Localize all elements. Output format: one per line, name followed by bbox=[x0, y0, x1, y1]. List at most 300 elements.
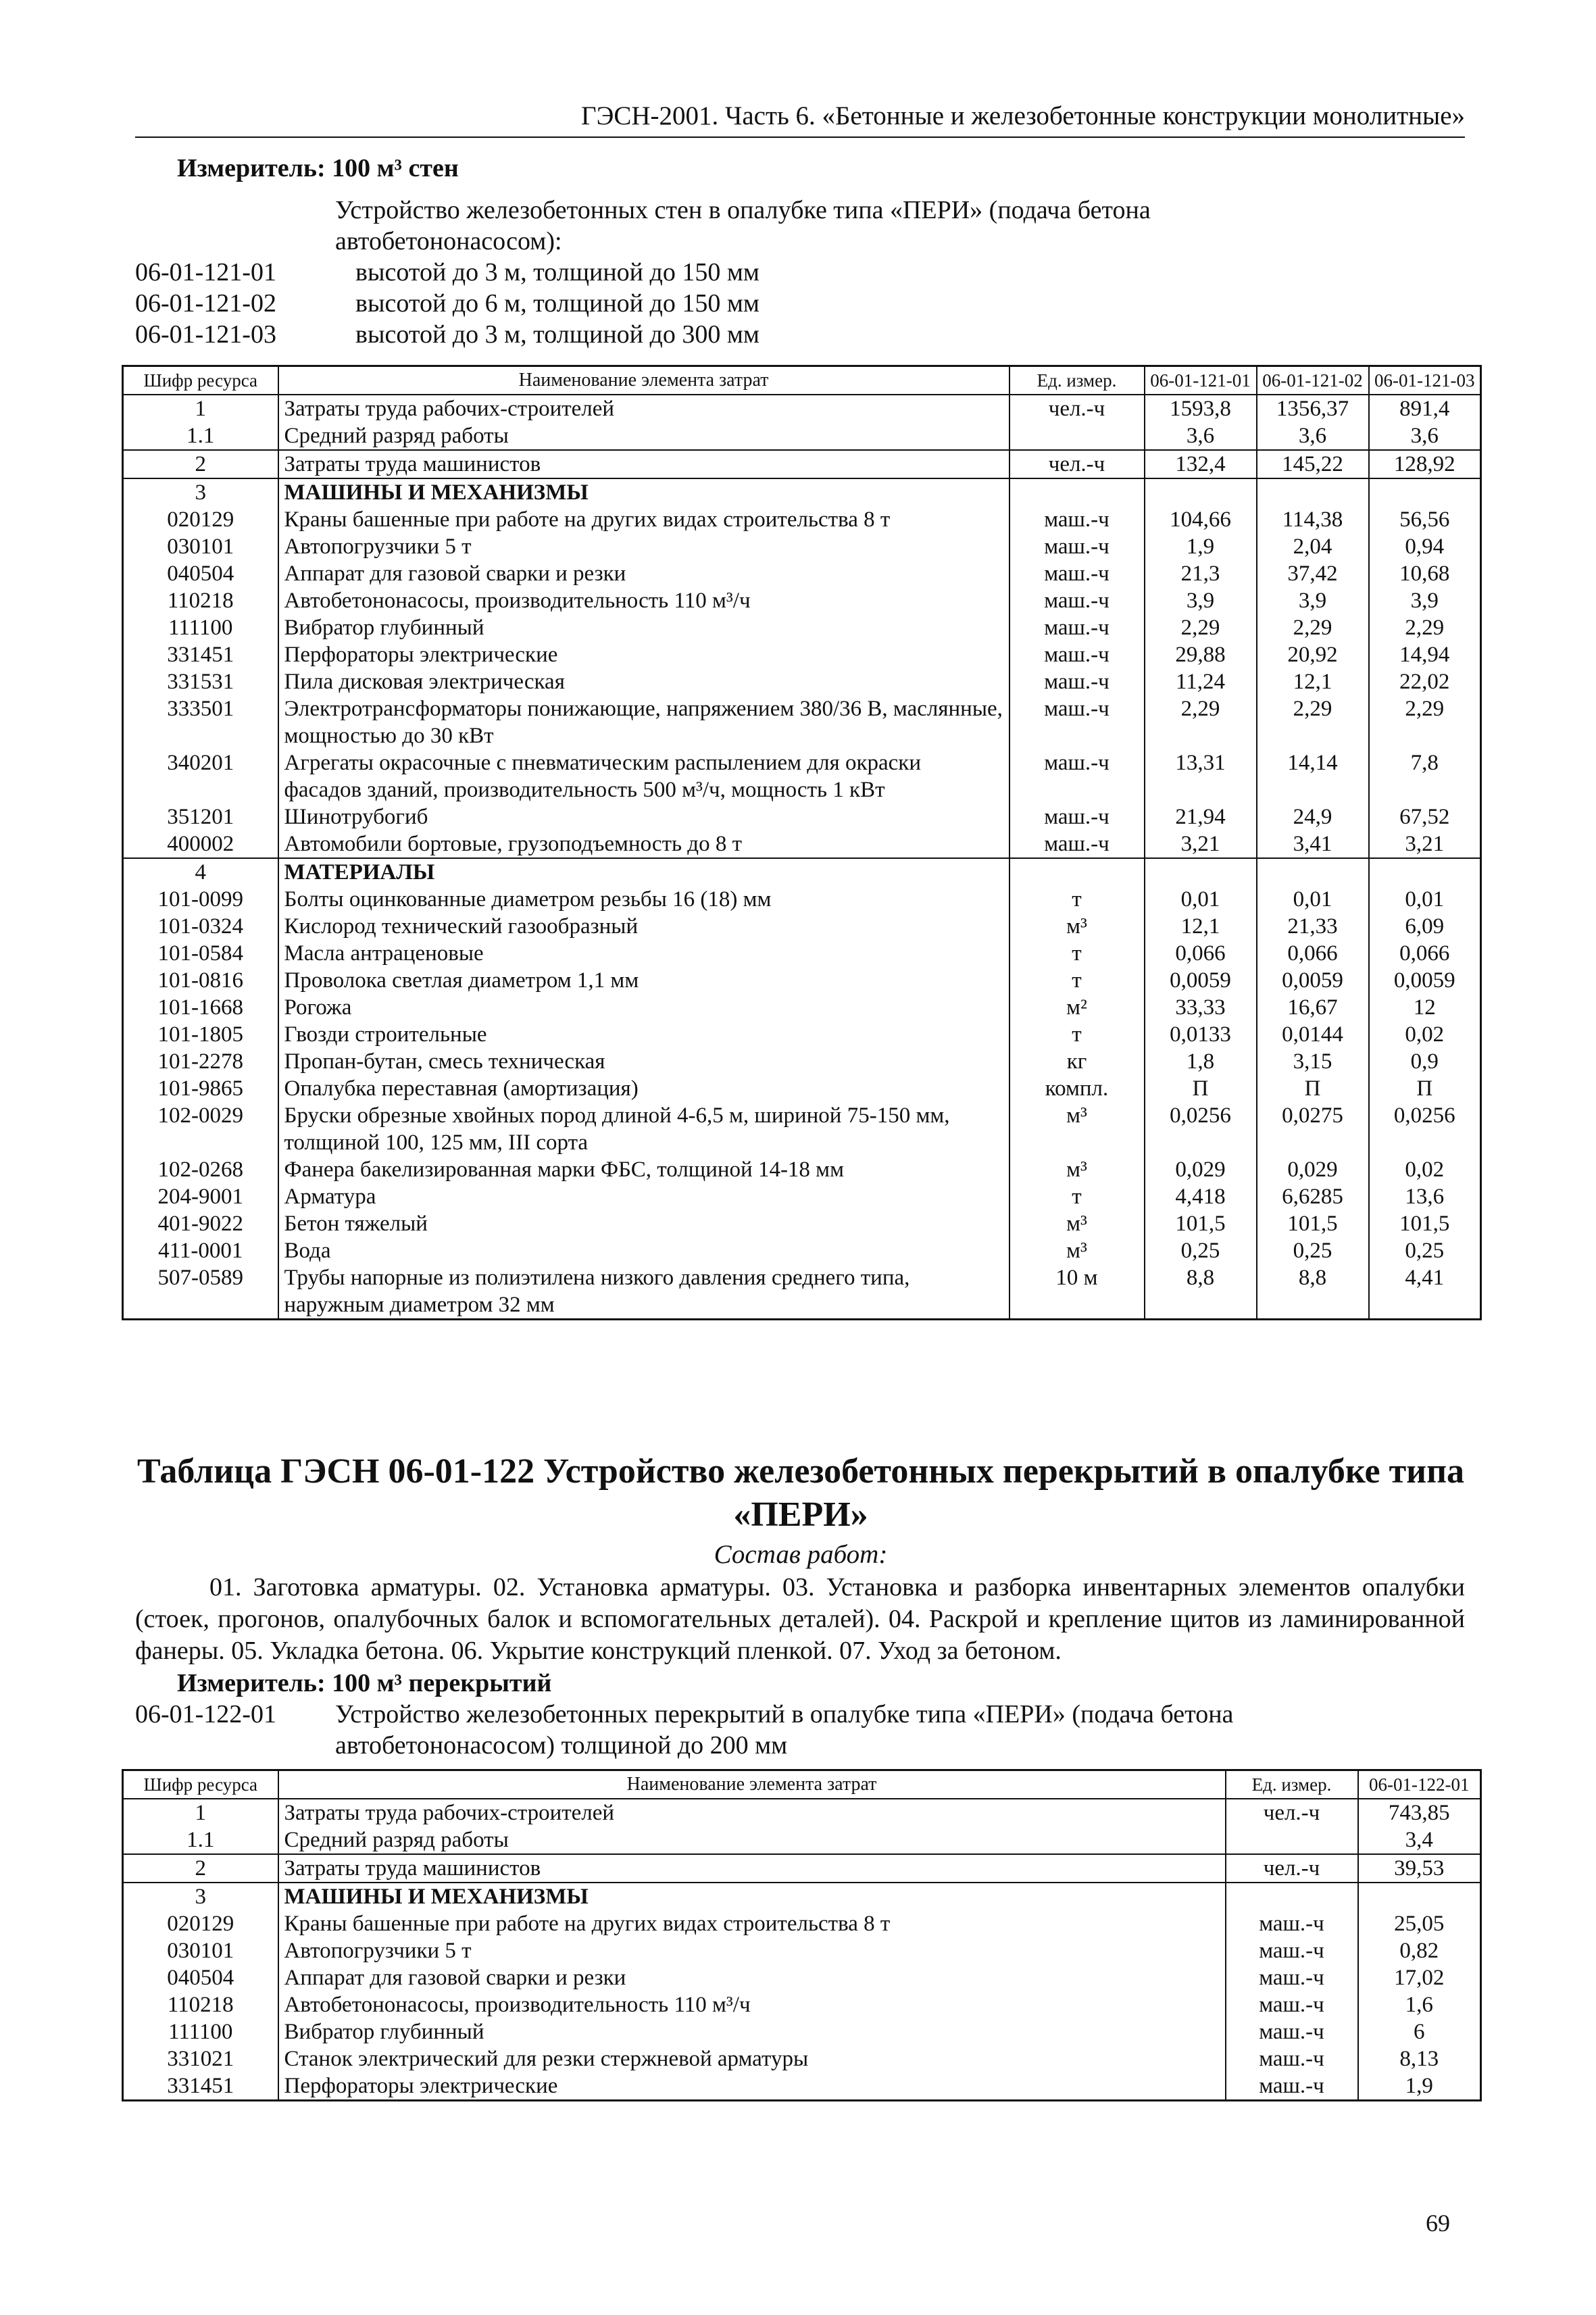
resource-code-cell: 101-9865 bbox=[123, 1075, 278, 1102]
resource-code-cell: 101-0099 bbox=[123, 886, 278, 913]
resource-table-2 bbox=[122, 1769, 1482, 2101]
unit-cell: чел.-ч bbox=[1226, 1799, 1358, 1826]
resource-name-cell: Гвозди строительные bbox=[278, 1021, 1009, 1048]
unit-cell: чел.-ч bbox=[1226, 1854, 1358, 1883]
resource-name-cell: МАТЕРИАЛЫ bbox=[278, 858, 1009, 886]
resource-name-cell: Бетон тяжелый bbox=[278, 1210, 1009, 1237]
resource-name-cell: Пила дисковая электрическая bbox=[278, 668, 1009, 695]
value-cell: 14,94 bbox=[1369, 641, 1481, 668]
value-cell: 101,5 bbox=[1369, 1210, 1481, 1237]
value-cell: 67,52 bbox=[1369, 803, 1481, 830]
value-cell: 16,67 bbox=[1257, 994, 1369, 1021]
resource-name-cell: Краны башенные при работе на других видах строительства 8 т bbox=[278, 506, 1009, 533]
unit-cell: кг bbox=[1009, 1048, 1145, 1075]
value-cell bbox=[1358, 1883, 1481, 1910]
resource-name-cell: Вибратор глубинный bbox=[278, 614, 1009, 641]
resource-name-cell: МАШИНЫ И МЕХАНИЗМЫ bbox=[278, 478, 1009, 506]
table-row bbox=[123, 886, 1481, 913]
unit-cell: м³ bbox=[1009, 1102, 1145, 1156]
value-cell: 2,29 bbox=[1369, 614, 1481, 641]
unit-cell: т bbox=[1009, 967, 1145, 994]
unit-cell: компл. bbox=[1009, 1075, 1145, 1102]
resource-code-cell: 040504 bbox=[123, 560, 278, 587]
resource-code-cell: 2 bbox=[123, 450, 278, 478]
value-cell: 0,0275 bbox=[1257, 1102, 1369, 1156]
resource-name-cell: Автомобили бортовые, грузоподъемность до 8 т bbox=[278, 830, 1009, 858]
resource-code-cell: 2 bbox=[123, 1854, 278, 1883]
resource-code-cell: 110218 bbox=[123, 587, 278, 614]
unit-cell: маш.-ч bbox=[1009, 695, 1145, 749]
value-cell: П bbox=[1145, 1075, 1257, 1102]
col-header-norm: 06-01-121-02 bbox=[1257, 366, 1369, 395]
table-row bbox=[123, 1156, 1481, 1183]
unit-cell: м³ bbox=[1009, 913, 1145, 940]
value-cell: 114,38 bbox=[1257, 506, 1369, 533]
value-cell: 2,29 bbox=[1257, 695, 1369, 749]
resource-code-cell: 204-9001 bbox=[123, 1183, 278, 1210]
value-cell: 0,01 bbox=[1369, 886, 1481, 913]
value-cell: 8,8 bbox=[1257, 1264, 1369, 1320]
unit-cell: маш.-ч bbox=[1009, 641, 1145, 668]
resource-name-cell: Вибратор глубинный bbox=[278, 2018, 1226, 2045]
resource-name-cell: Проволока светлая диаметром 1,1 мм bbox=[278, 967, 1009, 994]
resource-code-cell: 101-1668 bbox=[123, 994, 278, 1021]
resource-name-cell: Фанера бакелизированная марки ФБС, толщиной 14-18 мм bbox=[278, 1156, 1009, 1183]
resource-name-cell: Средний разряд работы bbox=[278, 422, 1009, 450]
col-header-norm: 06-01-122-01 bbox=[1358, 1770, 1481, 1799]
table-row bbox=[123, 1237, 1481, 1264]
unit-cell: маш.-ч bbox=[1009, 668, 1145, 695]
page-number: 69 bbox=[1426, 2210, 1450, 2237]
value-cell: 3,6 bbox=[1145, 422, 1257, 450]
value-cell: 1,6 bbox=[1358, 1991, 1481, 2018]
value-cell: 24,9 bbox=[1257, 803, 1369, 830]
value-cell: 0,0059 bbox=[1145, 967, 1257, 994]
table2-title: Таблица ГЭСН 06-01-122 Устройство железобетонных перекрытий в опалубке типа «ПЕРИ» bbox=[136, 1452, 1465, 1534]
value-cell: 12,1 bbox=[1145, 913, 1257, 940]
table-row bbox=[123, 641, 1481, 668]
table1-code-line bbox=[135, 257, 1480, 288]
table-row bbox=[123, 614, 1481, 641]
resource-code-cell: 340201 bbox=[123, 749, 278, 803]
resource-code-cell: 101-0816 bbox=[123, 967, 278, 994]
value-cell: 56,56 bbox=[1369, 506, 1481, 533]
table-row bbox=[123, 994, 1481, 1021]
value-cell: 4,41 bbox=[1369, 1264, 1481, 1320]
resource-name-cell: Масла антраценовые bbox=[278, 940, 1009, 967]
value-cell: 3,21 bbox=[1369, 830, 1481, 858]
resource-code-cell: 351201 bbox=[123, 803, 278, 830]
table-row bbox=[123, 940, 1481, 967]
value-cell: 20,92 bbox=[1257, 641, 1369, 668]
table-row bbox=[123, 2072, 1481, 2101]
resource-code-cell: 102-0268 bbox=[123, 1156, 278, 1183]
resource-name-cell: Болты оцинкованные диаметром резьбы 16 (18) мм bbox=[278, 886, 1009, 913]
resource-name-cell: Вода bbox=[278, 1237, 1009, 1264]
value-cell: 2,29 bbox=[1369, 695, 1481, 749]
value-cell: 2,04 bbox=[1257, 533, 1369, 560]
resource-code-cell: 411-0001 bbox=[123, 1237, 278, 1264]
value-cell: 3,4 bbox=[1358, 1826, 1481, 1854]
table-row bbox=[123, 395, 1481, 422]
resource-name-cell: Станок электрический для резки стержневой арматуры bbox=[278, 2045, 1226, 2072]
value-cell: 14,14 bbox=[1257, 749, 1369, 803]
value-cell: 0,066 bbox=[1145, 940, 1257, 967]
value-cell: 101,5 bbox=[1145, 1210, 1257, 1237]
resource-name-cell: Пропан-бутан, смесь техническая bbox=[278, 1048, 1009, 1075]
value-cell: 12,1 bbox=[1257, 668, 1369, 695]
norm-code: 06-01-121-03 bbox=[135, 320, 276, 349]
value-cell: 0,01 bbox=[1257, 886, 1369, 913]
table-row bbox=[123, 1854, 1481, 1883]
value-cell: 1,9 bbox=[1145, 533, 1257, 560]
value-cell: 21,3 bbox=[1145, 560, 1257, 587]
value-cell: 0,02 bbox=[1369, 1156, 1481, 1183]
resource-code-cell: 040504 bbox=[123, 1964, 278, 1991]
resource-name-cell: Аппарат для газовой сварки и резки bbox=[278, 1964, 1226, 1991]
norm-description: высотой до 3 м, толщиной до 150 мм bbox=[355, 258, 759, 287]
table-row bbox=[123, 1075, 1481, 1102]
resource-name-cell: Аппарат для газовой сварки и резки bbox=[278, 560, 1009, 587]
value-cell: 2,29 bbox=[1145, 614, 1257, 641]
resource-code-cell: 331021 bbox=[123, 2045, 278, 2072]
unit-cell: т bbox=[1009, 940, 1145, 967]
value-cell bbox=[1145, 478, 1257, 506]
col-header-norm: 06-01-121-03 bbox=[1369, 366, 1481, 395]
table-row bbox=[123, 1910, 1481, 1937]
table-row bbox=[123, 1799, 1481, 1826]
value-cell: 4,418 bbox=[1145, 1183, 1257, 1210]
col-header-name: Наименование элемента затрат bbox=[278, 366, 1009, 395]
unit-cell: чел.-ч bbox=[1009, 395, 1145, 422]
table-row bbox=[123, 830, 1481, 858]
value-cell: 0,02 bbox=[1369, 1021, 1481, 1048]
norm-code: 06-01-121-01 bbox=[135, 258, 276, 287]
unit-cell: т bbox=[1009, 886, 1145, 913]
table-row bbox=[123, 1826, 1481, 1854]
unit-cell: м² bbox=[1009, 994, 1145, 1021]
value-cell: 11,24 bbox=[1145, 668, 1257, 695]
col-header-name: Наименование элемента затрат bbox=[278, 1770, 1226, 1799]
resource-code-cell: 111100 bbox=[123, 2018, 278, 2045]
resource-name-cell: Средний разряд работы bbox=[278, 1826, 1226, 1854]
value-cell bbox=[1369, 858, 1481, 886]
value-cell: 101,5 bbox=[1257, 1210, 1369, 1237]
table2-code-line bbox=[135, 1699, 1351, 1761]
table-header-row bbox=[123, 1770, 1481, 1799]
table-row bbox=[123, 668, 1481, 695]
resource-code-cell: 3 bbox=[123, 478, 278, 506]
value-cell: 132,4 bbox=[1145, 450, 1257, 478]
norm-description: Устройство железобетонных перекрытий в опалубке типа «ПЕРИ» (подача бетона автобетононасосом) толщиной до 200 мм bbox=[335, 1700, 1234, 1760]
value-cell: 2,29 bbox=[1145, 695, 1257, 749]
resource-name-cell: Рогожа bbox=[278, 994, 1009, 1021]
value-cell: 22,02 bbox=[1369, 668, 1481, 695]
value-cell: 21,94 bbox=[1145, 803, 1257, 830]
value-cell: 891,4 bbox=[1369, 395, 1481, 422]
resource-code-cell: 333501 bbox=[123, 695, 278, 749]
value-cell: 0,0059 bbox=[1369, 967, 1481, 994]
table-row bbox=[123, 1964, 1481, 1991]
unit-cell: м³ bbox=[1009, 1156, 1145, 1183]
value-cell: 1356,37 bbox=[1257, 395, 1369, 422]
unit-cell: м³ bbox=[1009, 1237, 1145, 1264]
table2-measure: Измеритель: 100 м³ перекрытий bbox=[177, 1669, 552, 1697]
resource-code-cell: 1 bbox=[123, 1799, 278, 1826]
norm-code: 06-01-121-02 bbox=[135, 289, 276, 318]
value-cell: 10,68 bbox=[1369, 560, 1481, 587]
resource-name-cell: Автопогрузчики 5 т bbox=[278, 1937, 1226, 1964]
table-row bbox=[123, 506, 1481, 533]
value-cell: 0,01 bbox=[1145, 886, 1257, 913]
value-cell: 13,31 bbox=[1145, 749, 1257, 803]
works-heading: Состав работ: bbox=[714, 1540, 888, 1569]
value-cell: 17,02 bbox=[1358, 1964, 1481, 1991]
table-row bbox=[123, 450, 1481, 478]
table-row bbox=[123, 1210, 1481, 1237]
resource-name-cell: МАШИНЫ И МЕХАНИЗМЫ bbox=[278, 1883, 1226, 1910]
resource-name-cell: Затраты труда рабочих-строителей bbox=[278, 1799, 1226, 1826]
table1-code-line bbox=[135, 288, 1480, 319]
value-cell: 25,05 bbox=[1358, 1910, 1481, 1937]
table-row bbox=[123, 913, 1481, 940]
unit-cell: т bbox=[1009, 1021, 1145, 1048]
table-row bbox=[123, 1183, 1481, 1210]
unit-cell: чел.-ч bbox=[1009, 450, 1145, 478]
unit-cell: маш.-ч bbox=[1226, 1937, 1358, 1964]
value-cell: 7,8 bbox=[1369, 749, 1481, 803]
resource-code-cell: 020129 bbox=[123, 1910, 278, 1937]
value-cell: 3,6 bbox=[1257, 422, 1369, 450]
table-row bbox=[123, 560, 1481, 587]
resource-code-cell: 111100 bbox=[123, 614, 278, 641]
unit-cell: маш.-ч bbox=[1226, 2045, 1358, 2072]
col-header-unit: Ед. измер. bbox=[1009, 366, 1145, 395]
table-row bbox=[123, 858, 1481, 886]
value-cell: 0,066 bbox=[1369, 940, 1481, 967]
resource-name-cell: Автопогрузчики 5 т bbox=[278, 533, 1009, 560]
value-cell bbox=[1257, 858, 1369, 886]
resource-code-cell: 331451 bbox=[123, 641, 278, 668]
value-cell: 3,9 bbox=[1257, 587, 1369, 614]
resource-code-cell: 400002 bbox=[123, 830, 278, 858]
resource-name-cell: Затраты труда машинистов bbox=[278, 1854, 1226, 1883]
unit-cell bbox=[1009, 478, 1145, 506]
resource-name-cell: Перфораторы электрические bbox=[278, 641, 1009, 668]
value-cell: 37,42 bbox=[1257, 560, 1369, 587]
resource-name-cell: Автобетононасосы, производительность 110 м³/ч bbox=[278, 587, 1009, 614]
table-row bbox=[123, 478, 1481, 506]
unit-cell bbox=[1009, 858, 1145, 886]
value-cell: 6,6285 bbox=[1257, 1183, 1369, 1210]
works-composition: 01. Заготовка арматуры. 02. Установка арматуры. 03. Установка и разборка инвентарных элементов опалубки (стоек, прогонов, опалубочных балок и вспомогательных деталей). 04. Раскрой и крепление щитов из ламинированной фанеры. 05. Укладка бетона. 06. Укрытие конструкций пленкой. 07. Уход за бетоном. bbox=[135, 1573, 1465, 1665]
value-cell bbox=[1145, 858, 1257, 886]
col-header-cipher: Шифр ресурса bbox=[123, 1770, 278, 1799]
table-row bbox=[123, 803, 1481, 830]
unit-cell: маш.-ч bbox=[1009, 506, 1145, 533]
value-cell: 39,53 bbox=[1358, 1854, 1481, 1883]
table-row bbox=[123, 1021, 1481, 1048]
resource-name-cell: Трубы напорные из полиэтилена низкого давления среднего типа, наружным диаметром 32 мм bbox=[278, 1264, 1009, 1320]
resource-code-cell: 507-0589 bbox=[123, 1264, 278, 1320]
table-row bbox=[123, 1102, 1481, 1156]
unit-cell: м³ bbox=[1009, 1210, 1145, 1237]
value-cell: 3,21 bbox=[1145, 830, 1257, 858]
value-cell: 0,0256 bbox=[1145, 1102, 1257, 1156]
resource-name-cell: Агрегаты окрасочные с пневматическим распылением для окраски фасадов зданий, производительность 500 м³/ч, мощность 1 кВт bbox=[278, 749, 1009, 803]
value-cell: 6,09 bbox=[1369, 913, 1481, 940]
table-row bbox=[123, 422, 1481, 450]
resource-code-cell: 030101 bbox=[123, 1937, 278, 1964]
norm-description: высотой до 6 м, толщиной до 150 мм bbox=[355, 289, 759, 318]
unit-cell: маш.-ч bbox=[1009, 749, 1145, 803]
value-cell: 1,9 bbox=[1358, 2072, 1481, 2101]
value-cell: 0,25 bbox=[1369, 1237, 1481, 1264]
table1-intro-line2: автобетононасосом): bbox=[335, 227, 562, 255]
unit-cell: маш.-ч bbox=[1226, 1991, 1358, 2018]
unit-cell bbox=[1009, 422, 1145, 450]
table-row bbox=[123, 587, 1481, 614]
value-cell: 0,94 bbox=[1369, 533, 1481, 560]
resource-name-cell: Бруски обрезные хвойных пород длиной 4-6,5 м, шириной 75-150 мм, толщиной 100, 125 мм, III сорта bbox=[278, 1102, 1009, 1156]
table-row bbox=[123, 1048, 1481, 1075]
resource-code-cell: 1 bbox=[123, 395, 278, 422]
unit-cell: маш.-ч bbox=[1009, 803, 1145, 830]
unit-cell: 10 м bbox=[1009, 1264, 1145, 1320]
value-cell: 29,88 bbox=[1145, 641, 1257, 668]
resource-code-cell: 030101 bbox=[123, 533, 278, 560]
table-row bbox=[123, 967, 1481, 994]
value-cell: 0,066 bbox=[1257, 940, 1369, 967]
value-cell: 0,82 bbox=[1358, 1937, 1481, 1964]
unit-cell: маш.-ч bbox=[1226, 1910, 1358, 1937]
value-cell: 0,029 bbox=[1257, 1156, 1369, 1183]
resource-name-cell: Краны башенные при работе на других видах строительства 8 т bbox=[278, 1910, 1226, 1937]
resource-code-cell: 101-0584 bbox=[123, 940, 278, 967]
resource-code-cell: 4 bbox=[123, 858, 278, 886]
unit-cell: т bbox=[1009, 1183, 1145, 1210]
table1-measure: Измеритель: 100 м³ стен bbox=[177, 154, 459, 182]
value-cell: 0,25 bbox=[1257, 1237, 1369, 1264]
resource-code-cell: 102-0029 bbox=[123, 1102, 278, 1156]
value-cell: 12 bbox=[1369, 994, 1481, 1021]
value-cell: П bbox=[1369, 1075, 1481, 1102]
resource-name-cell: Затраты труда рабочих-строителей bbox=[278, 395, 1009, 422]
value-cell: 3,41 bbox=[1257, 830, 1369, 858]
table-row bbox=[123, 1264, 1481, 1320]
resource-name-cell: Шинотрубогиб bbox=[278, 803, 1009, 830]
resource-table-1 bbox=[122, 365, 1482, 1320]
norm-description: высотой до 3 м, толщиной до 300 мм bbox=[355, 320, 759, 349]
value-cell: 2,29 bbox=[1257, 614, 1369, 641]
norm-code: 06-01-122-01 bbox=[135, 1700, 276, 1728]
unit-cell: маш.-ч bbox=[1009, 614, 1145, 641]
col-header-norm: 06-01-121-01 bbox=[1145, 366, 1257, 395]
value-cell: 0,0144 bbox=[1257, 1021, 1369, 1048]
table-row bbox=[123, 749, 1481, 803]
table1-code-line bbox=[135, 319, 1480, 350]
resource-name-cell: Перфораторы электрические bbox=[278, 2072, 1226, 2101]
value-cell: 0,9 bbox=[1369, 1048, 1481, 1075]
value-cell bbox=[1369, 478, 1481, 506]
value-cell: 8,13 bbox=[1358, 2045, 1481, 2072]
value-cell: 128,92 bbox=[1369, 450, 1481, 478]
value-cell: 104,66 bbox=[1145, 506, 1257, 533]
value-cell: 6 bbox=[1358, 2018, 1481, 2045]
resource-code-cell: 101-1805 bbox=[123, 1021, 278, 1048]
value-cell bbox=[1257, 478, 1369, 506]
resource-code-cell: 110218 bbox=[123, 1991, 278, 2018]
resource-name-cell: Затраты труда машинистов bbox=[278, 450, 1009, 478]
resource-code-cell: 101-2278 bbox=[123, 1048, 278, 1075]
resource-code-cell: 1.1 bbox=[123, 422, 278, 450]
running-header: ГЭСН-2001. Часть 6. «Бетонные и железобетонные конструкции монолитные» bbox=[135, 100, 1465, 138]
resource-code-cell: 331531 bbox=[123, 668, 278, 695]
unit-cell: маш.-ч bbox=[1226, 2072, 1358, 2101]
col-header-cipher: Шифр ресурса bbox=[123, 366, 278, 395]
value-cell: 3,15 bbox=[1257, 1048, 1369, 1075]
resource-name-cell: Арматура bbox=[278, 1183, 1009, 1210]
resource-code-cell: 1.1 bbox=[123, 1826, 278, 1854]
col-header-unit: Ед. измер. bbox=[1226, 1770, 1358, 1799]
unit-cell: маш.-ч bbox=[1009, 587, 1145, 614]
resource-code-cell: 101-0324 bbox=[123, 913, 278, 940]
value-cell: 8,8 bbox=[1145, 1264, 1257, 1320]
value-cell: 21,33 bbox=[1257, 913, 1369, 940]
table-row bbox=[123, 1937, 1481, 1964]
unit-cell: маш.-ч bbox=[1226, 2018, 1358, 2045]
resource-name-cell: Автобетононасосы, производительность 110 м³/ч bbox=[278, 1991, 1226, 2018]
unit-cell: маш.-ч bbox=[1009, 830, 1145, 858]
resource-code-cell: 401-9022 bbox=[123, 1210, 278, 1237]
value-cell: 13,6 bbox=[1369, 1183, 1481, 1210]
table-row bbox=[123, 1991, 1481, 2018]
resource-name-cell: Электротрансформаторы понижающие, напряжением 380/36 В, маслянные, мощностью до 30 кВт bbox=[278, 695, 1009, 749]
table-header-row bbox=[123, 366, 1481, 395]
value-cell: 145,22 bbox=[1257, 450, 1369, 478]
resource-name-cell: Опалубка переставная (амортизация) bbox=[278, 1075, 1009, 1102]
value-cell: 0,029 bbox=[1145, 1156, 1257, 1183]
value-cell: 3,9 bbox=[1369, 587, 1481, 614]
table-row bbox=[123, 533, 1481, 560]
table1-intro-line1: Устройство железобетонных стен в опалубке типа «ПЕРИ» (подача бетона bbox=[335, 196, 1151, 224]
value-cell: П bbox=[1257, 1075, 1369, 1102]
table-row bbox=[123, 695, 1481, 749]
value-cell: 0,0133 bbox=[1145, 1021, 1257, 1048]
resource-code-cell: 020129 bbox=[123, 506, 278, 533]
value-cell: 1593,8 bbox=[1145, 395, 1257, 422]
unit-cell: маш.-ч bbox=[1009, 560, 1145, 587]
value-cell: 0,0256 bbox=[1369, 1102, 1481, 1156]
resource-name-cell: Кислород технический газообразный bbox=[278, 913, 1009, 940]
unit-cell: маш.-ч bbox=[1226, 1964, 1358, 1991]
value-cell: 33,33 bbox=[1145, 994, 1257, 1021]
value-cell: 1,8 bbox=[1145, 1048, 1257, 1075]
unit-cell: маш.-ч bbox=[1009, 533, 1145, 560]
value-cell: 0,0059 bbox=[1257, 967, 1369, 994]
table-row bbox=[123, 2045, 1481, 2072]
table-row bbox=[123, 1883, 1481, 1910]
value-cell: 3,9 bbox=[1145, 587, 1257, 614]
resource-code-cell: 3 bbox=[123, 1883, 278, 1910]
value-cell: 743,85 bbox=[1358, 1799, 1481, 1826]
value-cell: 0,25 bbox=[1145, 1237, 1257, 1264]
unit-cell bbox=[1226, 1883, 1358, 1910]
resource-code-cell: 331451 bbox=[123, 2072, 278, 2101]
value-cell: 3,6 bbox=[1369, 422, 1481, 450]
table-row bbox=[123, 2018, 1481, 2045]
unit-cell bbox=[1226, 1826, 1358, 1854]
